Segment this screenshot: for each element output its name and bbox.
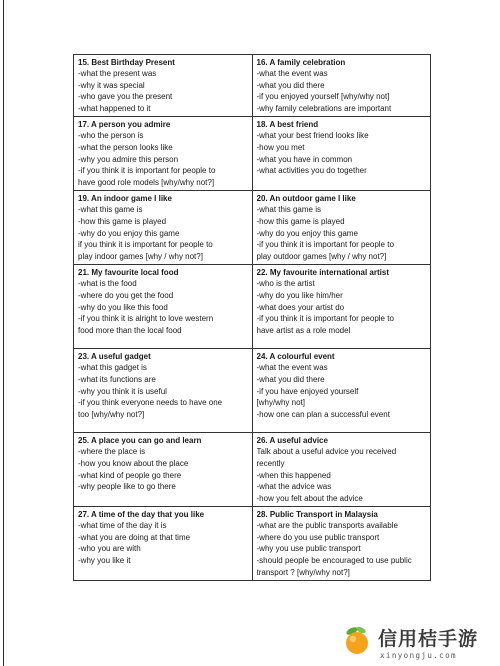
topic-prompt-line: -what the advice was bbox=[256, 482, 332, 492]
topic-prompt-line: -what does your artist do bbox=[256, 302, 345, 312]
topic-cell bbox=[74, 265, 253, 349]
watermark-name: 信用桔手游 bbox=[378, 628, 479, 650]
topic-prompt-line: -why it was special bbox=[78, 80, 145, 90]
topic-row bbox=[74, 349, 431, 433]
topic-prompt-line: -why you think it is useful bbox=[78, 386, 167, 396]
topic-prompt-line: -if you have enjoyed yourself bbox=[256, 386, 359, 396]
topic-cell bbox=[252, 349, 431, 433]
topic-title: 20. An outdoor game I like bbox=[256, 194, 356, 204]
topic-prompt-line: -what the event was bbox=[256, 69, 328, 78]
topic-prompt-line: -what time of the day it is bbox=[78, 521, 167, 531]
topic-prompt-line: -who the person is bbox=[78, 131, 144, 141]
topic-prompt-line: -how this game is played bbox=[78, 216, 167, 226]
topic-prompt-line: -what the present was bbox=[78, 69, 157, 78]
topic-prompt-line: play outdoor games [why / why not?] bbox=[256, 251, 387, 261]
topic-cell bbox=[252, 55, 431, 117]
topic-prompt-line: have good role models [why/why not?] bbox=[78, 177, 215, 187]
topic-prompt-line: -if you think everyone needs to have one bbox=[78, 398, 223, 408]
topic-cell bbox=[74, 349, 253, 433]
topic-prompt-line: -how you know about the place bbox=[78, 458, 189, 468]
topic-prompt-line: -if you think it is alright to love western bbox=[78, 314, 214, 324]
topic-cell bbox=[74, 433, 253, 507]
topic-row bbox=[74, 191, 431, 265]
topic-prompt-line: -how this game is played bbox=[256, 216, 345, 226]
topic-prompt-line: have artist as a role model bbox=[256, 325, 351, 335]
topic-prompt-line: -what this game is bbox=[78, 205, 143, 215]
topic-title: 23. A useful gadget bbox=[78, 352, 151, 362]
topic-prompt-line: -what activities you do together bbox=[256, 166, 367, 176]
topic-prompt-line: -what happened to it bbox=[78, 103, 151, 113]
topic-title: 26. A useful advice bbox=[256, 436, 328, 446]
topic-prompt-line: -should people be encouraged to use public bbox=[256, 556, 412, 566]
topic-prompt-line: Talk about a useful advice you received bbox=[256, 447, 397, 457]
topic-prompt-line: too [why/why not?] bbox=[78, 409, 145, 419]
topic-prompt-line: -why you admire this person bbox=[78, 154, 179, 164]
topic-cell bbox=[74, 191, 253, 265]
topic-prompt-line: -what you did there bbox=[256, 374, 325, 384]
topic-row bbox=[74, 117, 431, 191]
topic-prompt-line: food more than the local food bbox=[78, 325, 182, 335]
topic-prompt-line: -why you use public transport bbox=[256, 544, 361, 554]
topic-prompt-line: -who is the artist bbox=[256, 279, 315, 289]
watermark-url: xinyongju.com bbox=[380, 651, 457, 660]
topic-prompt-line: play indoor games [why / why not?] bbox=[78, 251, 203, 261]
topic-prompt-line: -what is the food bbox=[78, 279, 137, 289]
topic-prompt-line: if you think it is important for people to bbox=[78, 240, 213, 250]
topic-prompt-line: -if you think it is important for people to bbox=[256, 314, 394, 324]
topic-title: 24. A colourful event bbox=[256, 352, 335, 362]
topic-title: 15. Best Birthday Present bbox=[78, 58, 175, 67]
topic-prompt-line: -why family celebrations are important bbox=[256, 103, 392, 113]
topic-title: 28. Public Transport in Malaysia bbox=[256, 510, 378, 520]
topic-title: 27. A time of the day that you like bbox=[78, 510, 205, 520]
topic-prompt-line: -why do you enjoy this game bbox=[256, 228, 358, 238]
topic-prompt-line: -why you like it bbox=[78, 556, 131, 566]
topic-title: 16. A family celebration bbox=[256, 58, 346, 67]
orange-fruit-icon bbox=[342, 625, 372, 655]
speaking-topics-table bbox=[73, 54, 431, 581]
topic-row bbox=[74, 265, 431, 349]
topic-cell bbox=[252, 191, 431, 265]
topic-title: 25. A place you can go and learn bbox=[78, 436, 202, 446]
topic-cell bbox=[252, 433, 431, 507]
watermark-logo bbox=[340, 622, 500, 666]
topic-prompt-line: -why do you enjoy this game bbox=[78, 228, 180, 238]
topic-prompt-line: -if you think it is important for people to bbox=[78, 166, 216, 176]
topic-cell bbox=[74, 117, 253, 191]
topic-prompt-line: [why/why not] bbox=[256, 398, 305, 408]
topic-prompt-line: -where the place is bbox=[78, 447, 146, 457]
topic-prompt-line: -what are the public transports available bbox=[256, 521, 398, 531]
topic-prompt-line: -what this game is bbox=[256, 205, 321, 215]
topic-prompt-line: -if you enjoyed yourself [why/why not] bbox=[256, 92, 390, 102]
topic-cell bbox=[74, 507, 253, 581]
topic-prompt-line: transport ? [why/why not?] bbox=[256, 567, 350, 577]
topic-prompt-line: -what you did there bbox=[256, 80, 325, 90]
page-edge-line bbox=[3, 0, 4, 666]
topic-prompt-line: -if you think it is important for people to bbox=[256, 240, 394, 250]
topic-prompt-line: -what you are doing at that time bbox=[78, 532, 191, 542]
topic-prompt-line: -why do you like this food bbox=[78, 302, 168, 312]
topic-title: 19. An indoor game I like bbox=[78, 194, 172, 204]
topic-row bbox=[74, 507, 431, 581]
topic-prompt-line: -how one can plan a successful event bbox=[256, 409, 390, 419]
topic-prompt-line: -who gave you the present bbox=[78, 92, 173, 102]
topic-cell bbox=[252, 507, 431, 581]
topic-prompt-line: -where do you get the food bbox=[78, 290, 174, 300]
topic-prompt-line: -why people like to go there bbox=[78, 482, 176, 492]
topic-title: 17. A person you admire bbox=[78, 120, 171, 130]
topic-prompt-line: -what its functions are bbox=[78, 374, 156, 384]
topic-prompt-line: -what your best friend looks like bbox=[256, 131, 369, 141]
topic-cell bbox=[74, 55, 253, 117]
topic-row bbox=[74, 433, 431, 507]
topic-prompt-line: -how you met bbox=[256, 142, 305, 152]
topic-prompt-line: -what the person looks like bbox=[78, 142, 173, 152]
topic-prompt-line: recently bbox=[256, 458, 285, 468]
topic-row bbox=[74, 55, 431, 117]
topic-title: 21. My favourite local food bbox=[78, 268, 179, 278]
topic-prompt-line: -when this happened bbox=[256, 470, 331, 480]
topic-title: 18. A best friend bbox=[256, 120, 319, 130]
topic-cell bbox=[252, 265, 431, 349]
topic-title: 22. My favourite international artist bbox=[256, 268, 389, 278]
topic-cell bbox=[252, 117, 431, 191]
topic-prompt-line: -who you are with bbox=[78, 544, 141, 554]
topic-prompt-line: -how you felt about the advice bbox=[256, 493, 363, 503]
topic-prompt-line: -why do you like him/her bbox=[256, 290, 343, 300]
topic-prompt-line: -what you have in common bbox=[256, 154, 353, 164]
topic-prompt-line: -what kind of people go there bbox=[78, 470, 182, 480]
topic-prompt-line: -what this gadget is bbox=[78, 363, 147, 373]
topic-prompt-line: -where do you use public transport bbox=[256, 532, 380, 542]
topic-prompt-line: -what the event was bbox=[256, 363, 328, 373]
